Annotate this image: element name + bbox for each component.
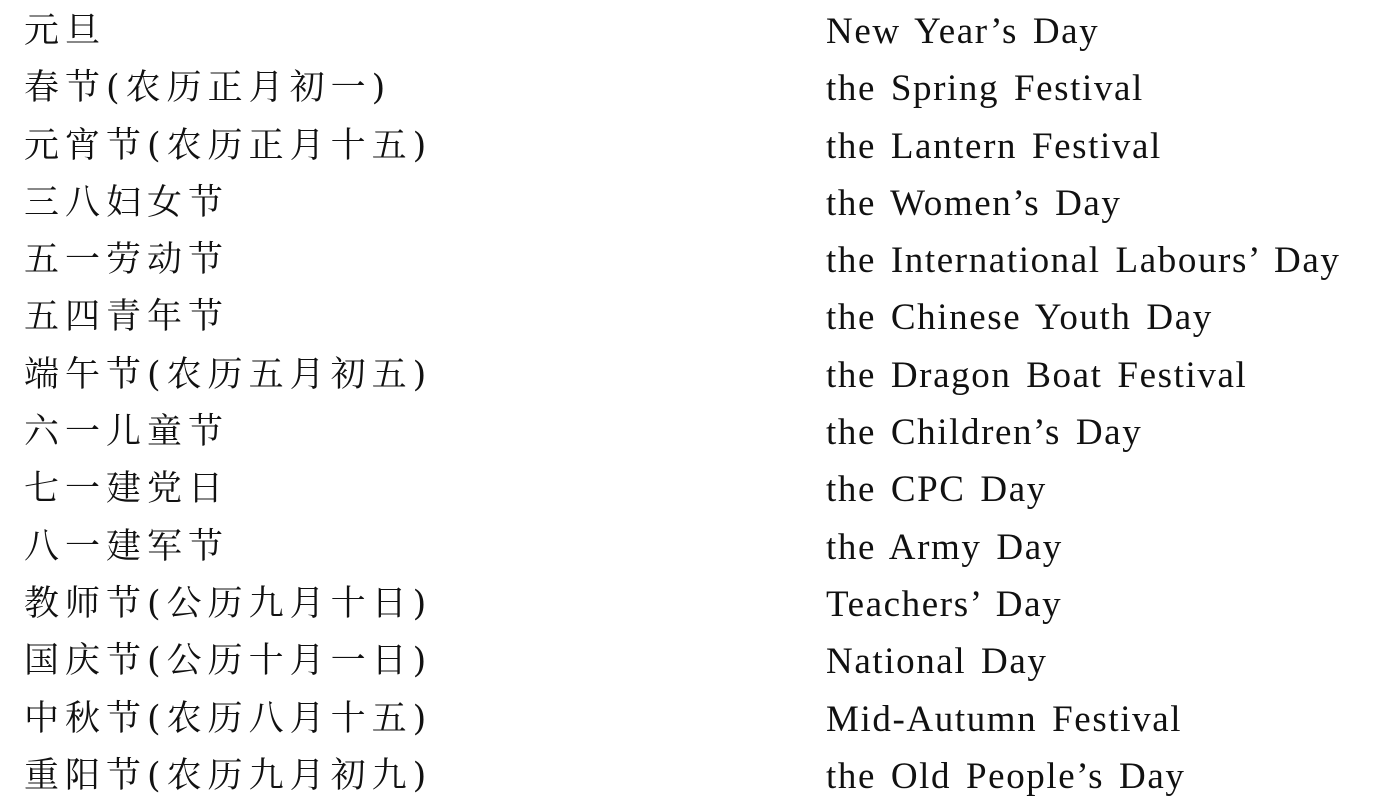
holiday-english-name: Teachers’ Day [826, 583, 1063, 625]
holiday-row [0, 633, 1400, 690]
holiday-english-name: New Year’s Day [826, 11, 1100, 52]
holiday-english-name: the Chinese Youth Day [826, 297, 1213, 339]
holiday-row [0, 347, 1400, 404]
holiday-row [0, 3, 1400, 60]
holiday-english-name: the Women’s Day [826, 182, 1122, 224]
holiday-chinese-name: 中秋节(农历八月十五) [24, 698, 433, 739]
holiday-chinese-name: 教师节(公历九月十日) [24, 583, 433, 624]
holiday-row [0, 576, 1400, 633]
holiday-chinese-name: 重阳节(农历九月初九) [24, 755, 433, 796]
holiday-row [0, 60, 1400, 117]
holiday-row [0, 232, 1400, 289]
holiday-english-name: Mid-Autumn Festival [826, 698, 1183, 740]
holiday-chinese-name: 端午节(农历五月初五) [24, 354, 433, 395]
holiday-english-name: the Dragon Boat Festival [826, 354, 1248, 396]
holiday-english-name: National Day [826, 641, 1048, 683]
holiday-chinese-name: 五四青年节 [24, 297, 230, 338]
holiday-chinese-name: 三八妇女节 [24, 182, 230, 223]
holiday-row [0, 519, 1400, 576]
holiday-english-name: the Army Day [826, 526, 1063, 568]
holiday-row [0, 289, 1400, 346]
holiday-row [0, 404, 1400, 461]
holiday-chinese-name: 七一建党日 [24, 469, 230, 510]
holiday-english-name: the Lantern Festival [826, 125, 1162, 167]
holiday-row [0, 175, 1400, 232]
holiday-list [0, 3, 1400, 805]
holiday-chinese-name: 八一建军节 [24, 526, 230, 567]
holiday-row [0, 118, 1400, 175]
holiday-english-name: the Spring Festival [826, 68, 1144, 110]
holiday-english-name: the Old People’s Day [826, 755, 1186, 797]
holiday-english-name: the CPC Day [826, 469, 1047, 511]
holiday-chinese-name: 国庆节(公历十月一日) [24, 641, 433, 682]
holiday-row [0, 691, 1400, 748]
holiday-chinese-name: 元宵节(农历正月十五) [24, 125, 433, 166]
holiday-chinese-name: 六一儿童节 [24, 412, 230, 453]
holiday-english-name: the International Labours’ Day [826, 240, 1341, 282]
holiday-row [0, 748, 1400, 805]
holiday-english-name: the Children’s Day [826, 412, 1143, 454]
holiday-chinese-name: 五一劳动节 [24, 240, 230, 281]
holiday-row [0, 461, 1400, 518]
holiday-chinese-name: 元旦 [24, 11, 107, 51]
holiday-chinese-name: 春节(农历正月初一) [24, 68, 392, 109]
